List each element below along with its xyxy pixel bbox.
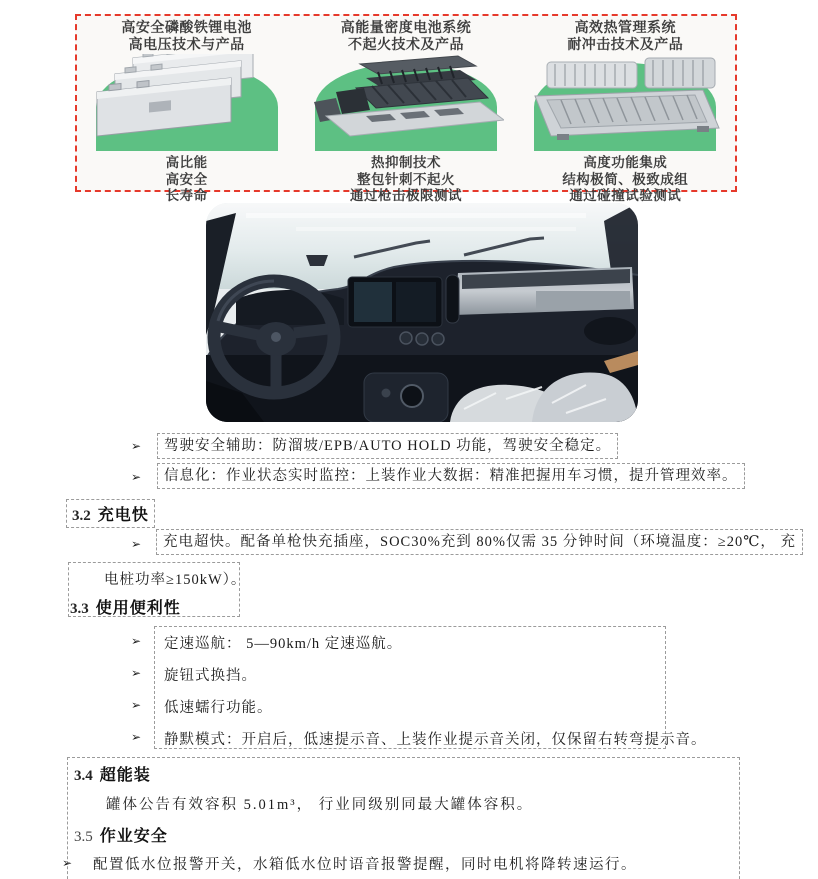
bullet-arrow-icon: ➢ [62, 856, 73, 870]
section-number: 3.3 [70, 601, 89, 617]
section-heading-3-3 [70, 595, 181, 618]
bullet-text: 充电超快。配备单枪快充插座，SOC30%充到 80%仅需 35 分钟时间（环境温度：≥20℃， 充 [163, 534, 797, 550]
section-title: 充电快 [97, 507, 149, 524]
feature-line: 整包针刺不起火 [356, 171, 455, 187]
banner-column-title [77, 19, 296, 53]
feature-line: 结构极简、极致成组 [562, 171, 689, 187]
bullet-text: 旋钮式换挡。 [164, 668, 257, 684]
section-heading-3-4 [74, 762, 151, 785]
section-heading-3-5 [74, 823, 168, 846]
text-frame [157, 463, 745, 489]
title-line: 不起火技术及产品 [347, 36, 464, 52]
banner-column-battery-system [296, 16, 515, 203]
title-line: 高效热管理系统 [574, 19, 677, 35]
feature-line: 通过枪击极限测试 [349, 188, 462, 203]
title-line: 高电压技术与产品 [128, 36, 245, 52]
bullet-arrow-icon: ➢ [131, 439, 142, 453]
banner-column-thermal-system [516, 16, 735, 203]
bullet-text: 静默模式：开启后，低速提示音、上装作业提示音关闭，仅保留右转弯提示音。 [164, 732, 707, 748]
feature-line: 热抑制技术 [370, 155, 441, 170]
bullet-text: 驾驶安全辅助：防溜坡/EPB/AUTO HOLD 功能，驾驶安全稳定。 [164, 438, 612, 454]
section-number: 3.2 [72, 508, 91, 524]
banner-column-title [296, 19, 515, 53]
banner-column-features [516, 155, 735, 205]
title-line: 高能量密度电池系统 [340, 19, 472, 35]
section-title: 作业安全 [99, 828, 168, 845]
bullet-text: 信息化：作业状态实时监控：上装作业大数据：精准把握用车习惯，提升管理效率。 [164, 468, 738, 484]
cab-interior-illustration [206, 203, 638, 422]
banner-column-title [516, 19, 735, 53]
feature-line: 通过碰撞试验测试 [569, 188, 682, 203]
feature-line: 长寿命 [165, 188, 208, 203]
wrapped-line: 电桩功率≥150kW）。 [104, 572, 247, 588]
text-frame [156, 529, 803, 555]
feature-line: 高度功能集成 [583, 155, 668, 170]
bullet-arrow-icon: ➢ [131, 537, 142, 551]
battery-cells-graphic [89, 54, 285, 154]
banner-column-features [77, 155, 296, 205]
product-highlights-banner [75, 14, 737, 203]
title-line: 高安全磷酸铁锂电池 [121, 19, 252, 35]
title-line: 耐冲击技术及产品 [567, 36, 684, 52]
battery-pack-exploded-graphic [308, 54, 504, 154]
feature-line: 高比能 [165, 155, 208, 170]
body-text: 罐体公告有效容积 5.01m³， 行业同级别同最大罐体容积。 [106, 797, 534, 813]
bullet-arrow-icon: ➢ [131, 666, 142, 680]
section-number: 3.5 [74, 829, 93, 845]
cab-interior-photo [206, 203, 638, 422]
section-number: 3.4 [74, 768, 93, 784]
banner-column-features [296, 155, 515, 205]
bullet-text: 定速巡航： 5—90km/h 定速巡航。 [164, 636, 403, 652]
bullet-arrow-icon: ➢ [131, 730, 142, 744]
bullet-text: 配置低水位报警开关，水箱低水位时语音报警提醒，同时电机将降转速运行。 [93, 857, 637, 873]
section-heading-3-2 [67, 500, 154, 527]
feature-line: 高安全 [165, 171, 208, 187]
heading-frame [66, 499, 155, 528]
bullet-arrow-icon: ➢ [131, 634, 142, 648]
text-frame [157, 433, 618, 459]
bullet-text: 低速蠕行功能。 [164, 700, 273, 716]
section-title: 使用便利性 [95, 600, 181, 617]
section-title: 超能装 [99, 767, 151, 784]
bullet-arrow-icon: ➢ [131, 470, 142, 484]
banner-column-battery-cell [77, 16, 296, 203]
thermal-management-trays-graphic [527, 54, 723, 154]
bullet-arrow-icon: ➢ [131, 698, 142, 712]
